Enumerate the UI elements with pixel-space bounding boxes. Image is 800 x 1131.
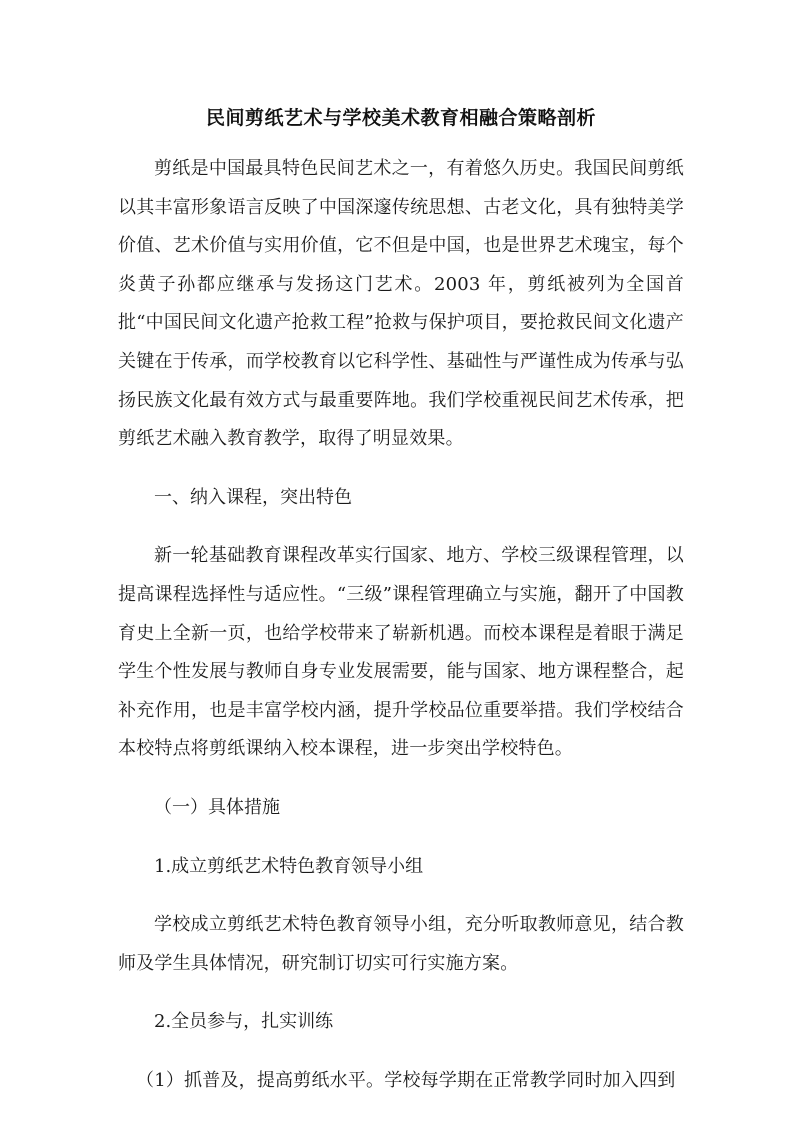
- item-heading-2: 2.全员参与，扎实训练: [154, 1011, 334, 1033]
- subsection-heading-measures: （一）具体措施: [154, 796, 280, 818]
- section-heading-1: 一、纳入课程，突出特色: [154, 486, 352, 508]
- paragraph-intro: 剪纸是中国最具特色民间艺术之一，有着悠久历史。我国民间剪纸以其丰富形象语言反映了中国深邃传统思想、古老文化，具有独特美学价值、艺术价值与实用价值，它不但是中国，也是世界艺术瑰宝，每个炎黄子孙都应继承与发扬这门艺术。2003 年，剪纸被列为全国首批“中国民间文化遗产抢救工程”抢救与保护项目，要抢救民间文化遗产关键在于传承，而学校教育以它科学性、基础性与严谨性成为传承与弘扬民族文化最有效方式与最重要阵地。我们学校重视民间艺术传承，把剪纸艺术融入教育教学，取得了明显效果。: [118, 158, 684, 450]
- item-heading-1: 1.成立剪纸艺术特色教育领导小组: [154, 855, 424, 877]
- document-page: [118, 100, 684, 1100]
- paragraph-popularize: （1）抓普及，提高剪纸水平。学校每学期在正常教学同时加入四到: [136, 1069, 676, 1091]
- paragraph-leadership: 学校成立剪纸艺术特色教育领导小组，充分听取教师意见，结合教师及学生具体情况，研究制订切实可行实施方案。: [118, 914, 684, 974]
- document-title: 民间剪纸艺术与学校美术教育相融合策略剖析: [205, 107, 596, 129]
- paragraph-curriculum: 新一轮基础教育课程改革实行国家、地方、学校三级课程管理，以提高课程选择性与适应性。“三级”课程管理确立与实施，翻开了中国教育史上全新一页，也给学校带来了崭新机遇。而校本课程是着眼于满足学生个性发展与教师自身专业发展需要，能与国家、地方课程整合，起补充作用，也是丰富学校内涵，提升学校品位重要举措。我们学校结合本校特点将剪纸课纳入校本课程，进一步突出学校特色。: [118, 545, 684, 760]
